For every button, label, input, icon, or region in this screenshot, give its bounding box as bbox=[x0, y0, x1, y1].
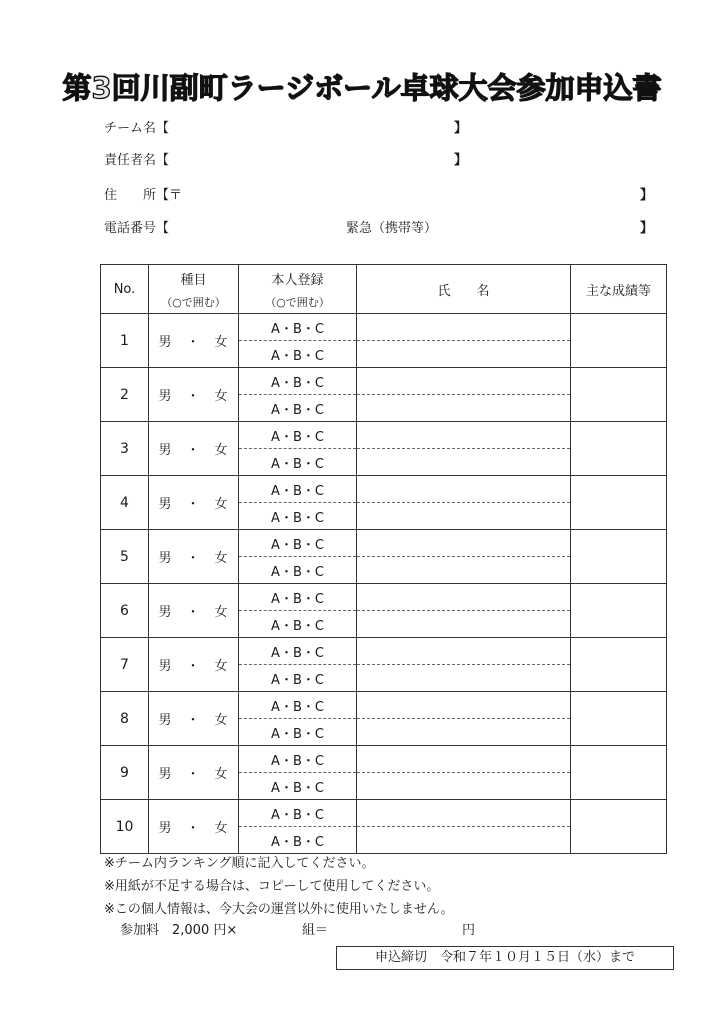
achievements-field[interactable] bbox=[571, 746, 667, 800]
registration-options[interactable]: A・B・C bbox=[239, 530, 357, 557]
table-row bbox=[101, 746, 667, 773]
gender-options[interactable]: 男 ・ 女 bbox=[149, 368, 239, 422]
gender-options[interactable]: 男 ・ 女 bbox=[149, 746, 239, 800]
name-field[interactable] bbox=[357, 476, 571, 503]
registration-options[interactable]: A・B・C bbox=[239, 719, 357, 746]
name-field[interactable] bbox=[357, 503, 571, 530]
gender-options[interactable]: 男 ・ 女 bbox=[149, 584, 239, 638]
row-number: 5 bbox=[101, 530, 149, 584]
row-number: 9 bbox=[101, 746, 149, 800]
row-number: 4 bbox=[101, 476, 149, 530]
address-close-bracket: 】 bbox=[640, 188, 654, 203]
row-number: 8 bbox=[101, 692, 149, 746]
manager-name-label: 責任者名【 bbox=[104, 153, 170, 168]
fee-sets: 組＝ bbox=[302, 923, 329, 938]
deadline-box: 申込締切 令和７年１０月１５日（水）まで bbox=[336, 946, 674, 970]
team-name-label: チーム名【 bbox=[104, 121, 170, 136]
name-field[interactable] bbox=[357, 341, 571, 368]
gender-options[interactable]: 男 ・ 女 bbox=[149, 530, 239, 584]
registration-options[interactable]: A・B・C bbox=[239, 449, 357, 476]
achievements-field[interactable] bbox=[571, 800, 667, 854]
phone-label: 電話番号【 bbox=[104, 221, 170, 236]
note-ranking: ※チーム内ランキング順に記入してください。 bbox=[104, 856, 375, 871]
header-category-label: 種目 bbox=[180, 272, 207, 288]
name-field[interactable] bbox=[357, 449, 571, 476]
achievements-field[interactable] bbox=[571, 692, 667, 746]
emergency-phone-label: 緊急（携帯等） bbox=[346, 221, 438, 236]
table-row bbox=[101, 584, 667, 611]
achievements-field[interactable] bbox=[571, 368, 667, 422]
table-header-row bbox=[101, 265, 667, 314]
row-number: 6 bbox=[101, 584, 149, 638]
registration-options[interactable]: A・B・C bbox=[239, 665, 357, 692]
header-category-sub: （○で囲む） bbox=[161, 295, 226, 309]
registration-options[interactable]: A・B・C bbox=[239, 584, 357, 611]
gender-options[interactable]: 男 ・ 女 bbox=[149, 476, 239, 530]
table-row bbox=[101, 314, 667, 341]
row-number: 1 bbox=[101, 314, 149, 368]
table-body bbox=[101, 314, 667, 854]
gender-options[interactable]: 男 ・ 女 bbox=[149, 314, 239, 368]
name-field[interactable] bbox=[357, 746, 571, 773]
gender-options[interactable]: 男 ・ 女 bbox=[149, 692, 239, 746]
name-field[interactable] bbox=[357, 800, 571, 827]
name-field[interactable] bbox=[357, 773, 571, 800]
achievements-field[interactable] bbox=[571, 584, 667, 638]
manager-name-close-bracket: 】 bbox=[454, 153, 468, 168]
name-field[interactable] bbox=[357, 827, 571, 854]
registration-options[interactable]: A・B・C bbox=[239, 368, 357, 395]
entry-table bbox=[100, 264, 667, 854]
table-row bbox=[101, 368, 667, 395]
header-registration-label: 本人登録 bbox=[271, 272, 324, 288]
registration-options[interactable]: A・B・C bbox=[239, 638, 357, 665]
header-no: No. bbox=[101, 265, 149, 314]
name-field[interactable] bbox=[357, 395, 571, 422]
name-field[interactable] bbox=[357, 692, 571, 719]
gender-options[interactable]: 男 ・ 女 bbox=[149, 800, 239, 854]
name-field[interactable] bbox=[357, 368, 571, 395]
registration-options[interactable]: A・B・C bbox=[239, 800, 357, 827]
name-field[interactable] bbox=[357, 557, 571, 584]
fee-label: 参加料 2,000 円× bbox=[120, 923, 238, 938]
phone-close-bracket: 】 bbox=[640, 221, 654, 236]
name-field[interactable] bbox=[357, 314, 571, 341]
registration-options[interactable]: A・B・C bbox=[239, 503, 357, 530]
table-row bbox=[101, 692, 667, 719]
name-field[interactable] bbox=[357, 422, 571, 449]
row-number: 3 bbox=[101, 422, 149, 476]
registration-options[interactable]: A・B・C bbox=[239, 314, 357, 341]
registration-options[interactable]: A・B・C bbox=[239, 746, 357, 773]
registration-options[interactable]: A・B・C bbox=[239, 773, 357, 800]
name-field[interactable] bbox=[357, 719, 571, 746]
achievements-field[interactable] bbox=[571, 422, 667, 476]
registration-options[interactable]: A・B・C bbox=[239, 476, 357, 503]
name-field[interactable] bbox=[357, 638, 571, 665]
name-field[interactable] bbox=[357, 584, 571, 611]
fee-yen: 円 bbox=[462, 923, 476, 938]
gender-options[interactable]: 男 ・ 女 bbox=[149, 638, 239, 692]
registration-options[interactable]: A・B・C bbox=[239, 557, 357, 584]
note-copy: ※用紙が不足する場合は、コピーして使用してください。 bbox=[104, 879, 440, 894]
header-category bbox=[149, 265, 239, 314]
header-registration-sub: （○で囲む） bbox=[265, 295, 330, 309]
gender-options[interactable]: 男 ・ 女 bbox=[149, 422, 239, 476]
table-row bbox=[101, 530, 667, 557]
registration-options[interactable]: A・B・C bbox=[239, 422, 357, 449]
note-privacy: ※この個人情報は、今大会の運営以外に使用いたしません。 bbox=[104, 902, 454, 917]
registration-options[interactable]: A・B・C bbox=[239, 341, 357, 368]
header-achievements: 主な成績等 bbox=[571, 265, 667, 314]
header-registration bbox=[239, 265, 357, 314]
notes bbox=[104, 852, 454, 921]
achievements-field[interactable] bbox=[571, 476, 667, 530]
row-number: 2 bbox=[101, 368, 149, 422]
row-number: 10 bbox=[101, 800, 149, 854]
name-field[interactable] bbox=[357, 665, 571, 692]
header-name: 氏 名 bbox=[357, 265, 571, 314]
row-number: 7 bbox=[101, 638, 149, 692]
page-title: 第3回川副町ラージボール卓球大会参加申込書 bbox=[62, 71, 662, 105]
name-field[interactable] bbox=[357, 611, 571, 638]
registration-options[interactable]: A・B・C bbox=[239, 827, 357, 854]
achievements-field[interactable] bbox=[571, 530, 667, 584]
table-row bbox=[101, 422, 667, 449]
address-label: 住 所【〒 bbox=[104, 188, 183, 203]
table-row bbox=[101, 800, 667, 827]
team-name-close-bracket: 】 bbox=[454, 121, 468, 136]
achievements-field[interactable] bbox=[571, 314, 667, 368]
achievements-field[interactable] bbox=[571, 638, 667, 692]
name-field[interactable] bbox=[357, 530, 571, 557]
table-row bbox=[101, 476, 667, 503]
registration-options[interactable]: A・B・C bbox=[239, 692, 357, 719]
table-row bbox=[101, 638, 667, 665]
registration-options[interactable]: A・B・C bbox=[239, 395, 357, 422]
registration-options[interactable]: A・B・C bbox=[239, 611, 357, 638]
